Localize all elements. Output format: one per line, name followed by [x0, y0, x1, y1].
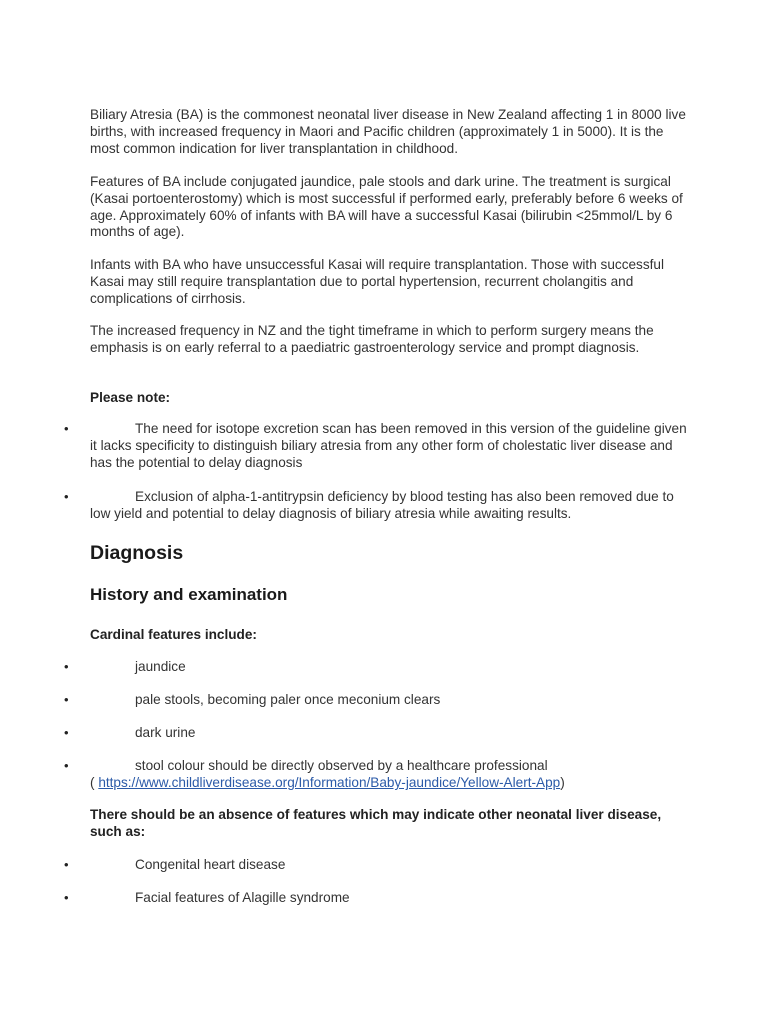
intro-paragraph-1: Biliary Atresia (BA) is the commonest neonatal liver disease in New Zealand affecting 1 in 8000 live births, with increased frequency in Maori and Pacific children (approximately 1 in 5000). It is the most common indication for liver transplantation in childhood. — [90, 107, 686, 156]
absence-list-item — [64, 856, 286, 873]
bullet-icon: • — [64, 725, 69, 740]
cardinal-list-item — [64, 724, 196, 741]
note-list-item — [64, 420, 690, 471]
note-item-text: The need for isotope excretion scan has been removed in this version of the guideline given it lacks specificity to distinguish biliary atresia from any other form of cholestatic liver disease and has the potential to delay diagnosis — [90, 421, 687, 470]
bullet-icon: • — [64, 692, 69, 707]
bullet-icon: • — [64, 421, 69, 436]
cardinal-features-heading: Cardinal features include: — [90, 627, 257, 642]
bullet-icon: • — [64, 857, 69, 872]
bullet-icon: • — [64, 758, 69, 773]
cardinal-list-item — [64, 658, 186, 675]
cardinal-item-text: jaundice — [135, 659, 186, 674]
absence-item-text: Congenital heart disease — [135, 857, 286, 872]
diagnosis-heading: Diagnosis — [90, 542, 184, 564]
yellow-alert-app-link[interactable]: https://www.childliverdisease.org/Information/Baby-jaundice/Yellow-Alert-App — [98, 775, 561, 790]
intro-paragraph-2: Features of BA include conjugated jaundice, pale stools and dark urine. The treatment is surgical (Kasai portoenterostomy) which is most successful if performed early, preferably before 6 weeks of age. Approximately 60% of infants with BA will have a successful Kasai (bilirubin <25mmol/L by 6 months of age). — [90, 174, 683, 240]
absence-list-item — [64, 889, 350, 906]
note-list-item — [64, 488, 690, 522]
cardinal-item-text: dark urine — [135, 725, 196, 740]
please-note-heading: Please note: — [90, 390, 171, 405]
link-close-paren: ) — [560, 775, 565, 790]
cardinal-list-item — [64, 691, 441, 708]
cardinal-item-text: pale stools, becoming paler once meconium clears — [135, 692, 441, 707]
cardinal-list-item — [64, 757, 565, 791]
intro-paragraph-3: Infants with BA who have unsuccessful Kasai will require transplantation. Those with successful Kasai may still require transplantation due to portal hypertension, recurrent cholangitis and complications of cirrhosis. — [90, 257, 665, 306]
absence-features-heading: There should be an absence of features which may indicate other neonatal liver disease, such as: — [90, 807, 662, 839]
bullet-icon: • — [64, 890, 69, 905]
link-open-paren: ( — [90, 775, 99, 790]
absence-item-text: Facial features of Alagille syndrome — [135, 890, 350, 905]
note-item-text: Exclusion of alpha-1-antitrypsin deficiency by blood testing has also been removed due to low yield and potential to delay diagnosis of biliary atresia while awaiting results. — [90, 489, 674, 521]
cardinal-item-text: stool colour should be directly observed by a healthcare professional — [135, 758, 548, 773]
intro-paragraph-4: The increased frequency in NZ and the tight timeframe in which to perform surgery means the emphasis is on early referral to a paediatric gastroenterology service and prompt diagnosis. — [90, 323, 654, 355]
history-examination-heading: History and examination — [90, 585, 288, 604]
bullet-icon: • — [64, 659, 69, 674]
bullet-icon: • — [64, 489, 69, 504]
